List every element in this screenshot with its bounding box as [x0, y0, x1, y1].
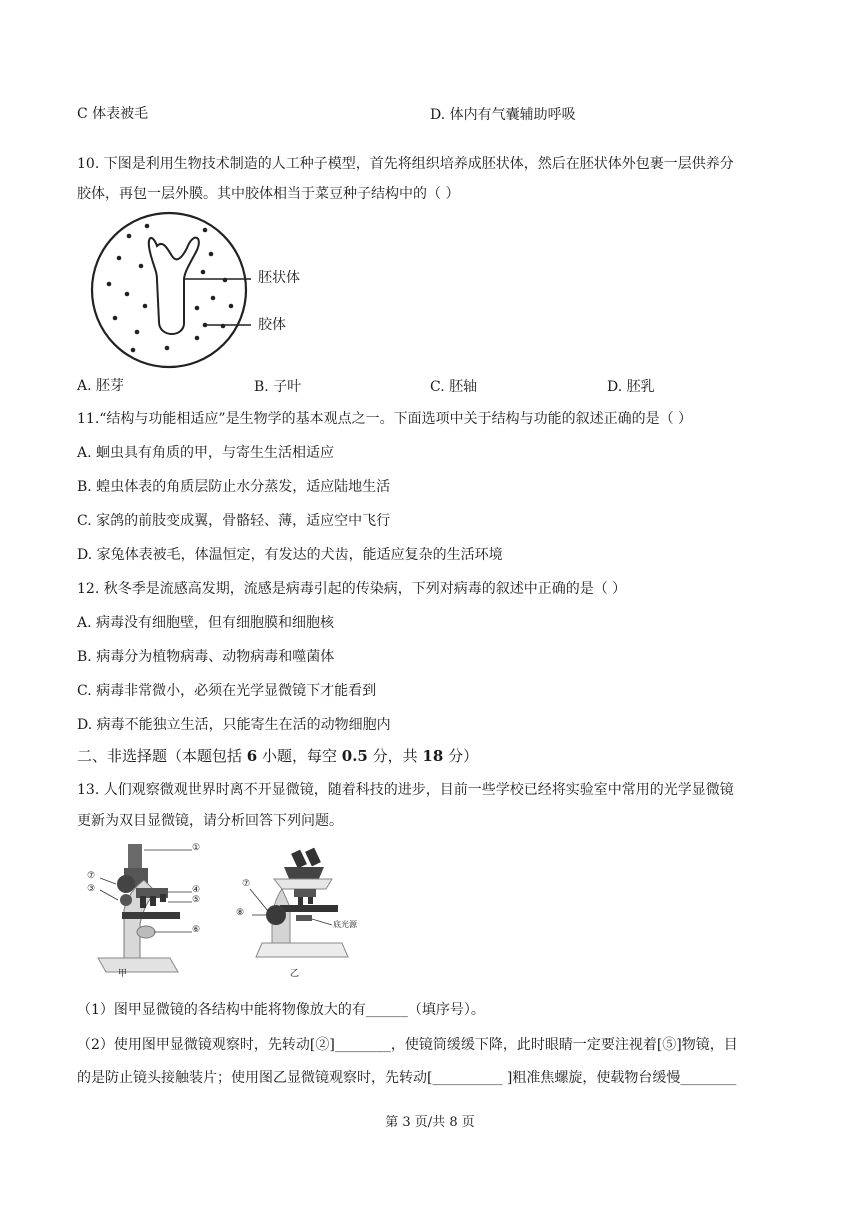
section-heading [77, 746, 478, 766]
marker-7-a: ⑦ [87, 871, 96, 881]
q11-option-d: D. 家兔体表被毛，体温恒定，有发达的犬齿，能适应复杂的生活环境 [77, 547, 503, 563]
section-points-each: 0.5 [341, 747, 368, 765]
marker-3: ③ [87, 884, 96, 894]
section-heading-mid2: 分，共 [367, 747, 423, 765]
label-bottom-light: 底光源 [333, 920, 357, 929]
q12-option-c: C. 病毒非常微小，必须在光学显微镜下才能看到 [77, 683, 377, 699]
q10-option-d: D. 胚乳 [607, 379, 655, 395]
q10-stem-line1: 10. 下图是利用生物技术制造的人工种子模型，首先将组织培养成胚状体，然后在胚状体外包裹一层供养分 [77, 156, 734, 172]
q10-option-b: B. 子叶 [254, 379, 302, 395]
section-heading-mid1: 小题，每空 [257, 747, 342, 765]
marker-1: ① [192, 843, 201, 853]
q13-sub2-line1: （2）使用图甲显微镜观察时，先转动[②]________，使镜筒缓缓下降，此时眼睛一定要注视着[⑤]物镜，目 [77, 1037, 738, 1053]
label-colloid: 胶体 [258, 317, 286, 333]
section-question-count: 6 [246, 747, 258, 765]
marker-8: ⑧ [236, 908, 245, 918]
caption-b: 乙 [290, 969, 300, 979]
q12-option-d: D. 病毒不能独立生活，只能寄生在活的动物细胞内 [77, 717, 391, 733]
q12-stem: 12. 秋冬季是流感高发期，流感是病毒引起的传染病，下列对病毒的叙述中正确的是（ ） [77, 581, 627, 597]
artificial-seed-figure [85, 210, 335, 370]
caption-a: 甲 [118, 969, 128, 979]
q13-sub2-line2: 的是防止镜头接触装片；使用图乙显微镜观察时，先转动[__________ ]粗准焦螺旋，使载物台缓慢________ [77, 1070, 737, 1086]
q12-option-a: A. 病毒没有细胞壁，但有细胞膜和细胞核 [77, 615, 335, 631]
label-embryoid: 胚状体 [258, 270, 300, 286]
marker-6: ⑥ [192, 925, 201, 935]
q9-option-d: D. 体内有气囊辅助呼吸 [430, 107, 576, 123]
microscope-figure-a [82, 840, 210, 980]
q13-stem-line2: 更新为双目显微镜，请分析回答下列问题。 [77, 813, 343, 829]
section-total-points: 18 [422, 747, 444, 765]
q11-option-a: A. 蛔虫具有角质的甲，与寄生生活相适应 [77, 445, 335, 461]
marker-4: ④ [192, 885, 201, 895]
q11-option-c: C. 家鸽的前肢变成翼，骨骼轻、薄，适应空中飞行 [77, 513, 391, 529]
q11-option-b: B. 蝗虫体表的角质层防止水分蒸发，适应陆地生活 [77, 479, 391, 495]
section-heading-pre: 二、非选择题（本题包括 [77, 747, 247, 765]
q13-stem-line1: 13. 人们观察微观世界时离不开显微镜，随着科技的进步，目前一些学校已经将实验室中常用的光学显微镜 [77, 782, 734, 798]
marker-5: ⑤ [192, 895, 201, 905]
section-heading-post: 分） [443, 747, 479, 765]
q9-option-c: C 体表被毛 [77, 106, 149, 122]
q10-option-c: C. 胚轴 [430, 379, 478, 395]
q12-option-b: B. 病毒分为植物病毒、动物病毒和噬菌体 [77, 649, 335, 665]
microscope-figure-b [232, 845, 372, 965]
page-footer: 第 3 页/共 8 页 [385, 1115, 475, 1130]
q11-stem: 11.“结构与功能相适应”是生物学的基本观点之一。下面选项中关于结构与功能的叙述正确的是（ ） [77, 411, 693, 427]
q13-sub1: （1）图甲显微镜的各结构中能将物像放大的有______（填序号）。 [77, 1002, 485, 1018]
q10-option-a: A. 胚芽 [77, 378, 125, 394]
marker-7-b: ⑦ [242, 879, 251, 889]
q10-stem-line2: 胶体，再包一层外膜。其中胶体相当于菜豆种子结构中的（ ） [77, 186, 460, 202]
